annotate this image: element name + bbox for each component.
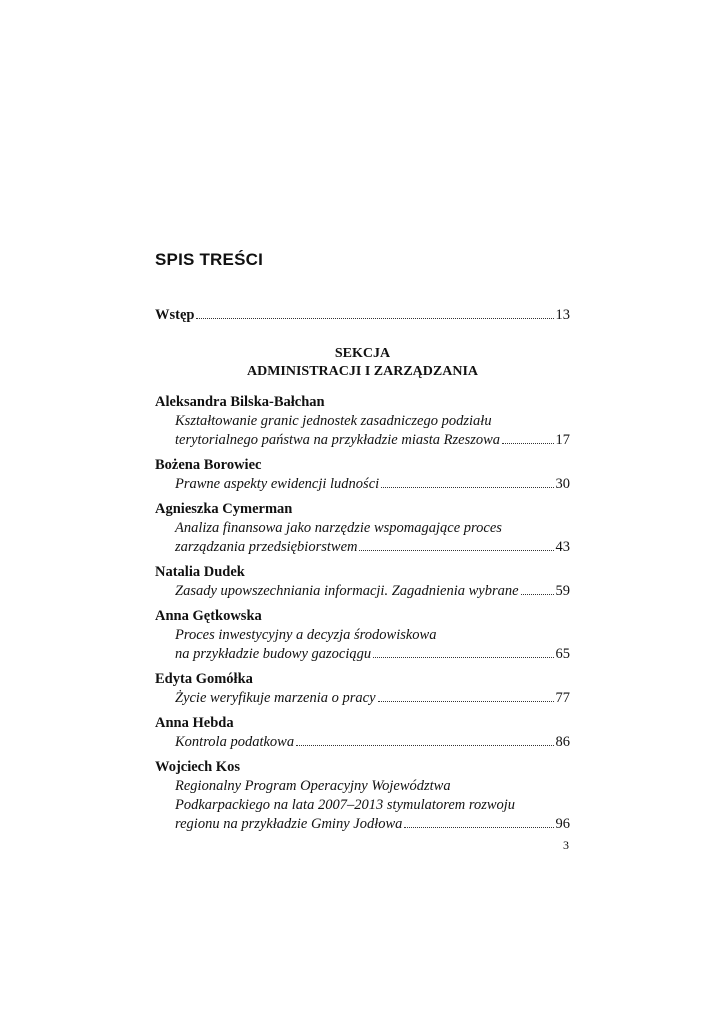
toc-entries [155, 393, 570, 834]
toc-entry [155, 758, 570, 834]
toc-intro-line [155, 306, 570, 325]
toc-entry-author: Agnieszka Cymerman [155, 501, 293, 517]
leader-dots [378, 701, 554, 702]
toc-intro-label: Wstęp [155, 307, 195, 323]
toc-entry-title [155, 626, 570, 664]
leader-dots [373, 657, 553, 658]
toc-entry-page: 86 [555, 734, 570, 750]
toc-entry-title-line: Analiza finansowa jako narzędzie wspomagające proces [175, 520, 502, 536]
toc-entry-title [155, 733, 570, 752]
toc-entry-title-last-line [175, 582, 570, 601]
toc-entry-title-last-line [175, 538, 570, 557]
toc-entry-author: Natalia Dudek [155, 564, 245, 580]
toc-intro-page: 13 [555, 307, 570, 323]
section-heading-line2: ADMINISTRACJI I ZARZĄDZANIA [246, 364, 479, 379]
toc-entry-title-last-line [175, 689, 570, 708]
leader-dots [521, 594, 554, 595]
page-number: 3 [563, 838, 569, 852]
toc-entry-title-line: terytorialnego państwa na przykładzie miasta Rzeszowa [175, 432, 501, 448]
toc-entry-title-line: Kontrola podatkowa [175, 734, 295, 750]
leader-dots [381, 487, 553, 488]
leader-dots [359, 550, 553, 551]
toc-entry-author: Wojciech Kos [155, 759, 240, 775]
toc-entry-title-last-line [175, 475, 570, 494]
toc-entry-page: 59 [555, 583, 570, 599]
leader-dots [196, 318, 553, 319]
toc-entry-author: Anna Gętkowska [155, 608, 262, 624]
toc-entry-page: 30 [555, 476, 570, 492]
toc-entry-title-line: Prawne aspekty ewidencji ludności [175, 476, 380, 492]
leader-dots [296, 745, 553, 746]
toc-entry-title-last-line [175, 815, 570, 834]
toc-entry [155, 393, 570, 450]
toc-entry [155, 714, 570, 752]
toc-entry-title-line: Życie weryfikuje marzenia o pracy [175, 690, 376, 706]
toc-entry [155, 500, 570, 557]
toc-entry [155, 456, 570, 494]
toc-entry-title [155, 777, 570, 834]
toc-entry-author: Anna Hebda [155, 715, 234, 731]
toc-entry-author: Bożena Borowiec [155, 457, 262, 473]
toc-entry-page: 43 [555, 539, 570, 555]
leader-dots [502, 443, 553, 444]
toc-entry-title-line: regionu na przykładzie Gminy Jodłowa [175, 816, 403, 832]
table-of-contents [155, 306, 570, 836]
toc-entry-title [155, 582, 570, 601]
toc-entry-author: Aleksandra Bilska-Bałchan [155, 394, 325, 410]
toc-entry-title [155, 519, 570, 557]
toc-entry-title [155, 689, 570, 708]
section-heading [155, 345, 570, 381]
toc-entry-page: 77 [555, 690, 570, 706]
toc-entry-author: Edyta Gomółka [155, 671, 253, 687]
toc-entry [155, 607, 570, 664]
toc-entry-title-line: Kształtowanie granic jednostek zasadniczego podziału [175, 413, 492, 429]
toc-entry [155, 563, 570, 601]
toc-entry-title-line: zarządzania przedsiębiorstwem [175, 539, 358, 555]
toc-entry-title-last-line [175, 431, 570, 450]
toc-entry-title-last-line [175, 733, 570, 752]
toc-entry-page: 17 [555, 432, 570, 448]
toc-entry-title [155, 412, 570, 450]
toc-entry-title-line: Zasady upowszechniania informacji. Zagadnienia wybrane [175, 583, 519, 599]
toc-entry-title-line: na przykładzie budowy gazociągu [175, 646, 372, 662]
toc-entry [155, 670, 570, 708]
toc-entry-page: 65 [555, 646, 570, 662]
toc-entry-title-line: Proces inwestycyjny a decyzja środowiskowa [175, 627, 437, 643]
section-heading-line1: SEKCJA [334, 346, 391, 361]
toc-entry-title [155, 475, 570, 494]
toc-entry-page: 96 [555, 816, 570, 832]
toc-entry-title-last-line [175, 645, 570, 664]
leader-dots [404, 827, 553, 828]
page-heading: SPIS TREŚCI [155, 250, 264, 269]
toc-entry-title-line: Podkarpackiego na lata 2007–2013 stymulatorem rozwoju [175, 797, 516, 813]
toc-entry-title-line: Regionalny Program Operacyjny Województwa [175, 778, 451, 794]
